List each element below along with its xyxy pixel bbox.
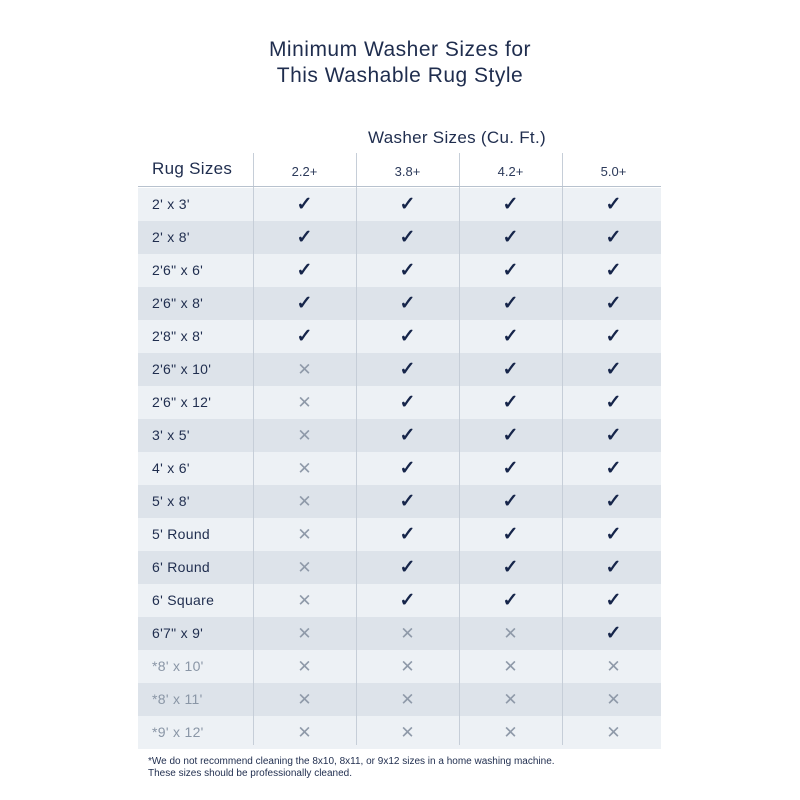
table-cell — [459, 254, 562, 287]
checkmark-icon: ✓ — [502, 458, 519, 479]
table-row — [138, 518, 661, 551]
rug-size-label: 2'6" x 10' — [152, 361, 212, 377]
table-cell — [253, 452, 356, 485]
table-row — [138, 485, 661, 518]
table-cell — [253, 386, 356, 419]
table-cell — [459, 386, 562, 419]
checkmark-icon: ✓ — [605, 326, 622, 347]
table-cell — [562, 650, 665, 683]
checkmark-icon: ✓ — [605, 359, 622, 380]
table-row — [138, 617, 661, 650]
table-cell — [459, 485, 562, 518]
rug-size-label: 5' Round — [152, 526, 211, 542]
table-cell — [253, 650, 356, 683]
table-cell — [356, 386, 459, 419]
chart-title-line-2: This Washable Rug Style — [276, 64, 524, 87]
cross-icon: ✕ — [503, 690, 518, 709]
rug-size-label: 3' x 5' — [152, 427, 190, 443]
checkmark-icon: ✓ — [605, 425, 622, 446]
checkmark-icon: ✓ — [605, 293, 622, 314]
cross-icon: ✕ — [297, 360, 312, 379]
table-cell — [562, 584, 665, 617]
table-cell — [356, 485, 459, 518]
checkmark-icon: ✓ — [399, 491, 416, 512]
table-row — [138, 188, 661, 221]
table-cell — [253, 353, 356, 386]
rug-size-label: 2'6" x 12' — [152, 394, 212, 410]
rug-size-label: 2' x 8' — [152, 229, 190, 245]
cross-icon: ✕ — [400, 624, 415, 643]
table-cell — [253, 584, 356, 617]
checkmark-icon: ✓ — [399, 392, 416, 413]
table-row — [138, 221, 661, 254]
rug-size-label: *9' x 12' — [152, 724, 204, 740]
table-row — [138, 584, 661, 617]
table-cell — [562, 452, 665, 485]
column-header-4: 5.0+ — [600, 164, 627, 179]
table-row — [138, 419, 661, 452]
table-cell — [253, 287, 356, 320]
table-row — [138, 287, 661, 320]
table-cell — [459, 551, 562, 584]
rug-size-label: 4' x 6' — [152, 460, 190, 476]
cross-icon: ✕ — [503, 624, 518, 643]
checkmark-icon: ✓ — [605, 524, 622, 545]
table-cell — [356, 287, 459, 320]
table-cell — [459, 584, 562, 617]
table-cell — [459, 452, 562, 485]
checkmark-icon: ✓ — [399, 326, 416, 347]
table-cell — [253, 617, 356, 650]
table-cell — [253, 188, 356, 221]
table-row — [138, 254, 661, 287]
checkmark-icon: ✓ — [502, 524, 519, 545]
table-cell — [562, 287, 665, 320]
rug-size-label: 6' Square — [152, 592, 215, 608]
table-row — [138, 320, 661, 353]
checkmark-icon: ✓ — [502, 392, 519, 413]
table-cell — [459, 650, 562, 683]
table-cell — [356, 419, 459, 452]
checkmark-icon: ✓ — [502, 293, 519, 314]
rug-size-label: 2'6" x 6' — [152, 262, 204, 278]
table-cell — [356, 188, 459, 221]
cross-icon: ✕ — [606, 690, 621, 709]
table-cell — [562, 419, 665, 452]
table-cell — [459, 287, 562, 320]
table-cell — [562, 518, 665, 551]
rug-size-label: 6' Round — [152, 559, 211, 575]
table-row — [138, 386, 661, 419]
rug-size-label: 6'7" x 9' — [152, 625, 204, 641]
table-cell — [253, 485, 356, 518]
checkmark-icon: ✓ — [502, 590, 519, 611]
table-cell — [562, 353, 665, 386]
table-cell — [356, 683, 459, 716]
table-cell — [562, 617, 665, 650]
footnote-line-2: These sizes should be professionally cleaned. — [148, 768, 353, 779]
cross-icon: ✕ — [503, 723, 518, 742]
table-cell — [562, 485, 665, 518]
cross-icon: ✕ — [297, 624, 312, 643]
table-cell — [356, 584, 459, 617]
table-cell — [356, 617, 459, 650]
rug-size-label: *8' x 10' — [152, 658, 204, 674]
cross-icon: ✕ — [297, 492, 312, 511]
cross-icon: ✕ — [297, 525, 312, 544]
checkmark-icon: ✓ — [399, 260, 416, 281]
table-cell — [253, 551, 356, 584]
rug-sizes-header: Rug Sizes — [152, 159, 233, 178]
cross-icon: ✕ — [297, 690, 312, 709]
checkmark-icon: ✓ — [605, 458, 622, 479]
column-divider — [459, 153, 460, 745]
checkmark-icon: ✓ — [399, 524, 416, 545]
table-cell — [459, 353, 562, 386]
checkmark-icon: ✓ — [399, 557, 416, 578]
cross-icon: ✕ — [297, 657, 312, 676]
cross-icon: ✕ — [297, 723, 312, 742]
table-cell — [356, 551, 459, 584]
table-cell — [253, 683, 356, 716]
cross-icon: ✕ — [503, 657, 518, 676]
table-cell — [562, 716, 665, 749]
checkmark-icon: ✓ — [502, 227, 519, 248]
checkmark-icon: ✓ — [399, 359, 416, 380]
footnote-line-1: *We do not recommend cleaning the 8x10, 8x11, or 9x12 sizes in a home washing machine. — [148, 756, 555, 767]
table-row — [138, 353, 661, 386]
table-cell — [459, 221, 562, 254]
table-cell — [562, 254, 665, 287]
table-cell — [459, 683, 562, 716]
table-row — [138, 683, 661, 716]
table-row — [138, 650, 661, 683]
cross-icon: ✕ — [400, 657, 415, 676]
checkmark-icon: ✓ — [296, 293, 313, 314]
table-cell — [356, 254, 459, 287]
checkmark-icon: ✓ — [605, 260, 622, 281]
table-cell — [356, 650, 459, 683]
cross-icon: ✕ — [400, 690, 415, 709]
cross-icon: ✕ — [400, 723, 415, 742]
table-cell — [253, 518, 356, 551]
table-cell — [459, 617, 562, 650]
checkmark-icon: ✓ — [399, 458, 416, 479]
checkmark-icon: ✓ — [605, 590, 622, 611]
table-row — [138, 716, 661, 749]
checkmark-icon: ✓ — [502, 359, 519, 380]
table-cell — [562, 551, 665, 584]
rug-size-label: *8' x 11' — [152, 691, 203, 707]
checkmark-icon: ✓ — [502, 425, 519, 446]
checkmark-icon: ✓ — [296, 326, 313, 347]
checkmark-icon: ✓ — [605, 194, 622, 215]
checkmark-icon: ✓ — [399, 590, 416, 611]
checkmark-icon: ✓ — [399, 293, 416, 314]
table-cell — [459, 716, 562, 749]
column-header-2: 3.8+ — [394, 164, 421, 179]
table-cell — [459, 188, 562, 221]
table-cell — [356, 452, 459, 485]
table-row — [138, 551, 661, 584]
rug-size-label: 2'6" x 8' — [152, 295, 204, 311]
table-cell — [562, 320, 665, 353]
table-cell — [356, 518, 459, 551]
checkmark-icon: ✓ — [605, 392, 622, 413]
checkmark-icon: ✓ — [502, 326, 519, 347]
cross-icon: ✕ — [297, 591, 312, 610]
rug-size-label: 5' x 8' — [152, 493, 190, 509]
table-cell — [356, 716, 459, 749]
washer-sizes-header: Washer Sizes (Cu. Ft.) — [368, 128, 546, 147]
table-row — [138, 452, 661, 485]
table-cell — [459, 419, 562, 452]
checkmark-icon: ✓ — [296, 260, 313, 281]
column-header-3: 4.2+ — [497, 164, 524, 179]
cross-icon: ✕ — [297, 426, 312, 445]
checkmark-icon: ✓ — [605, 557, 622, 578]
checkmark-icon: ✓ — [296, 194, 313, 215]
checkmark-icon: ✓ — [399, 194, 416, 215]
table-cell — [562, 188, 665, 221]
cross-icon: ✕ — [297, 393, 312, 412]
table-cell — [356, 320, 459, 353]
table-cell — [253, 221, 356, 254]
checkmark-icon: ✓ — [502, 557, 519, 578]
table-cell — [459, 320, 562, 353]
cross-icon: ✕ — [297, 558, 312, 577]
column-divider — [562, 153, 563, 745]
table-cell — [356, 353, 459, 386]
table-cell — [253, 320, 356, 353]
table-cell — [459, 518, 562, 551]
cross-icon: ✕ — [606, 657, 621, 676]
checkmark-icon: ✓ — [502, 194, 519, 215]
cross-icon: ✕ — [606, 723, 621, 742]
checkmark-icon: ✓ — [399, 227, 416, 248]
table-cell — [253, 419, 356, 452]
rug-size-label: 2' x 3' — [152, 196, 190, 212]
column-divider — [253, 153, 254, 745]
table-cell — [253, 254, 356, 287]
checkmark-icon: ✓ — [605, 491, 622, 512]
table-cell — [253, 716, 356, 749]
table-cell — [562, 221, 665, 254]
header-divider — [138, 186, 661, 187]
checkmark-icon: ✓ — [605, 623, 622, 644]
checkmark-icon: ✓ — [502, 260, 519, 281]
checkmark-icon: ✓ — [502, 491, 519, 512]
checkmark-icon: ✓ — [605, 227, 622, 248]
chart-title-line-1: Minimum Washer Sizes for — [268, 38, 532, 61]
table-cell — [356, 221, 459, 254]
checkmark-icon: ✓ — [399, 425, 416, 446]
checkmark-icon: ✓ — [296, 227, 313, 248]
cross-icon: ✕ — [297, 459, 312, 478]
table-cell — [562, 386, 665, 419]
column-header-1: 2.2+ — [291, 164, 318, 179]
column-divider — [356, 153, 357, 745]
table-cell — [562, 683, 665, 716]
rug-size-label: 2'8" x 8' — [152, 328, 204, 344]
